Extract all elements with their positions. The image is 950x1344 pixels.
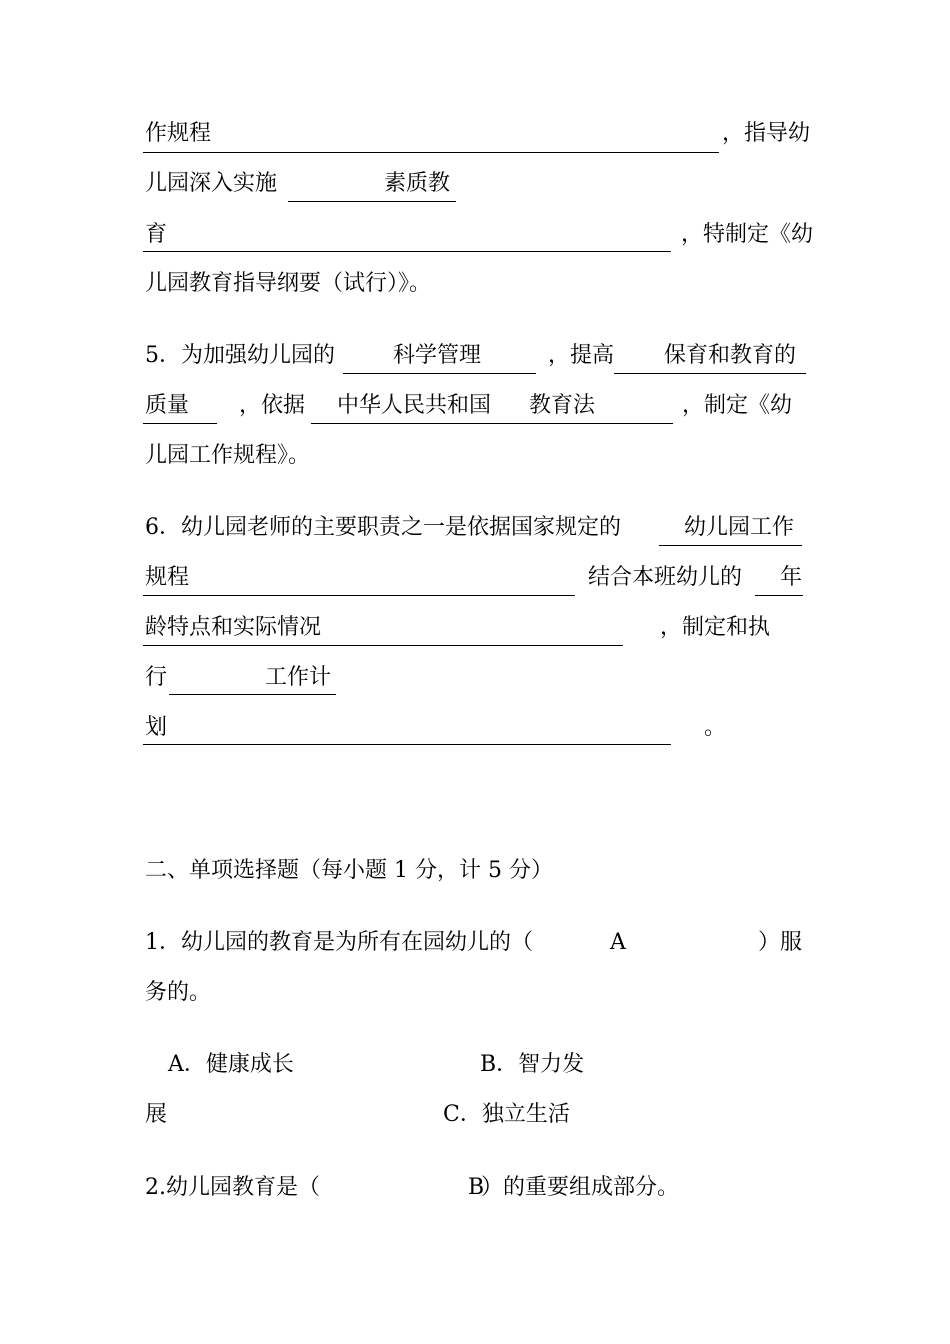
answer-underline bbox=[143, 152, 719, 153]
option-a: A．健康成长 bbox=[168, 1052, 294, 1077]
question-text: ）的重要组成部分。 bbox=[481, 1175, 680, 1200]
answer-underline bbox=[143, 251, 671, 252]
answer-text: 幼儿园工作 bbox=[684, 515, 795, 540]
answer-text: B bbox=[468, 1175, 485, 1200]
section-heading: 二、单项选择题（每小题 1 分，计 5 分） bbox=[145, 858, 553, 883]
answer-text: 素质教 bbox=[384, 171, 451, 196]
answer-text: A bbox=[610, 930, 626, 955]
answer-text: 科学管理 bbox=[393, 343, 482, 368]
question-text: 1．幼儿园的教育是为所有在园幼儿的（ bbox=[145, 930, 533, 955]
text-line: ，制定和执 bbox=[660, 615, 771, 640]
text-line: 6．幼儿园老师的主要职责之一是依据国家规定的 bbox=[145, 515, 621, 540]
option-c: C．独立生活 bbox=[443, 1102, 570, 1127]
text-line: 儿园工作规程》。 bbox=[145, 443, 311, 468]
text-line: 结合本班幼儿的 bbox=[588, 565, 743, 590]
answer-underline bbox=[143, 744, 671, 745]
answer-underline bbox=[143, 595, 575, 596]
question-text: ）服 bbox=[758, 930, 803, 955]
answer-text: 年 bbox=[780, 565, 803, 590]
text-line: ，制定《幼 bbox=[682, 393, 793, 418]
answer-underline bbox=[143, 423, 217, 424]
answer-text: 规程 bbox=[145, 565, 190, 590]
text-line: ，特制定《幼 bbox=[681, 222, 814, 247]
answer-underline bbox=[311, 423, 673, 424]
text-line: ，提高 bbox=[548, 343, 615, 368]
answer-underline bbox=[288, 201, 456, 202]
question-text: 务的。 bbox=[145, 980, 212, 1005]
answer-underline bbox=[143, 645, 623, 646]
answer-underline bbox=[659, 545, 802, 546]
option-b-continued: 展 bbox=[145, 1102, 168, 1127]
answer-text: 教育法 bbox=[529, 393, 596, 418]
answer-underline bbox=[614, 373, 806, 374]
answer-underline bbox=[755, 595, 803, 596]
answer-text: 质量 bbox=[145, 393, 190, 418]
text-line: 。 bbox=[704, 715, 727, 740]
text-line: 作规程 bbox=[145, 121, 212, 146]
answer-text: 保育和教育的 bbox=[664, 343, 797, 368]
text-line: ，依据 bbox=[239, 393, 306, 418]
text-line: 行 bbox=[145, 665, 168, 690]
text-line: 儿园深入实施 bbox=[145, 171, 278, 196]
answer-text: 龄特点和实际情况 bbox=[145, 615, 322, 640]
answer-text: 工作计 bbox=[265, 665, 332, 690]
option-b: B．智力发 bbox=[480, 1052, 585, 1077]
answer-underline bbox=[169, 694, 336, 695]
text-line: 5．为加强幼儿园的 bbox=[145, 343, 335, 368]
answer-text: 育 bbox=[145, 222, 168, 247]
answer-text: 中华人民共和国 bbox=[337, 393, 492, 418]
question-text: 2.幼儿园教育是（ bbox=[145, 1175, 320, 1200]
text-line: 儿园教育指导纲要（试行）》。 bbox=[145, 271, 432, 296]
answer-underline bbox=[343, 373, 536, 374]
text-line: ，指导幼 bbox=[722, 121, 811, 146]
answer-text: 划 bbox=[145, 715, 168, 740]
